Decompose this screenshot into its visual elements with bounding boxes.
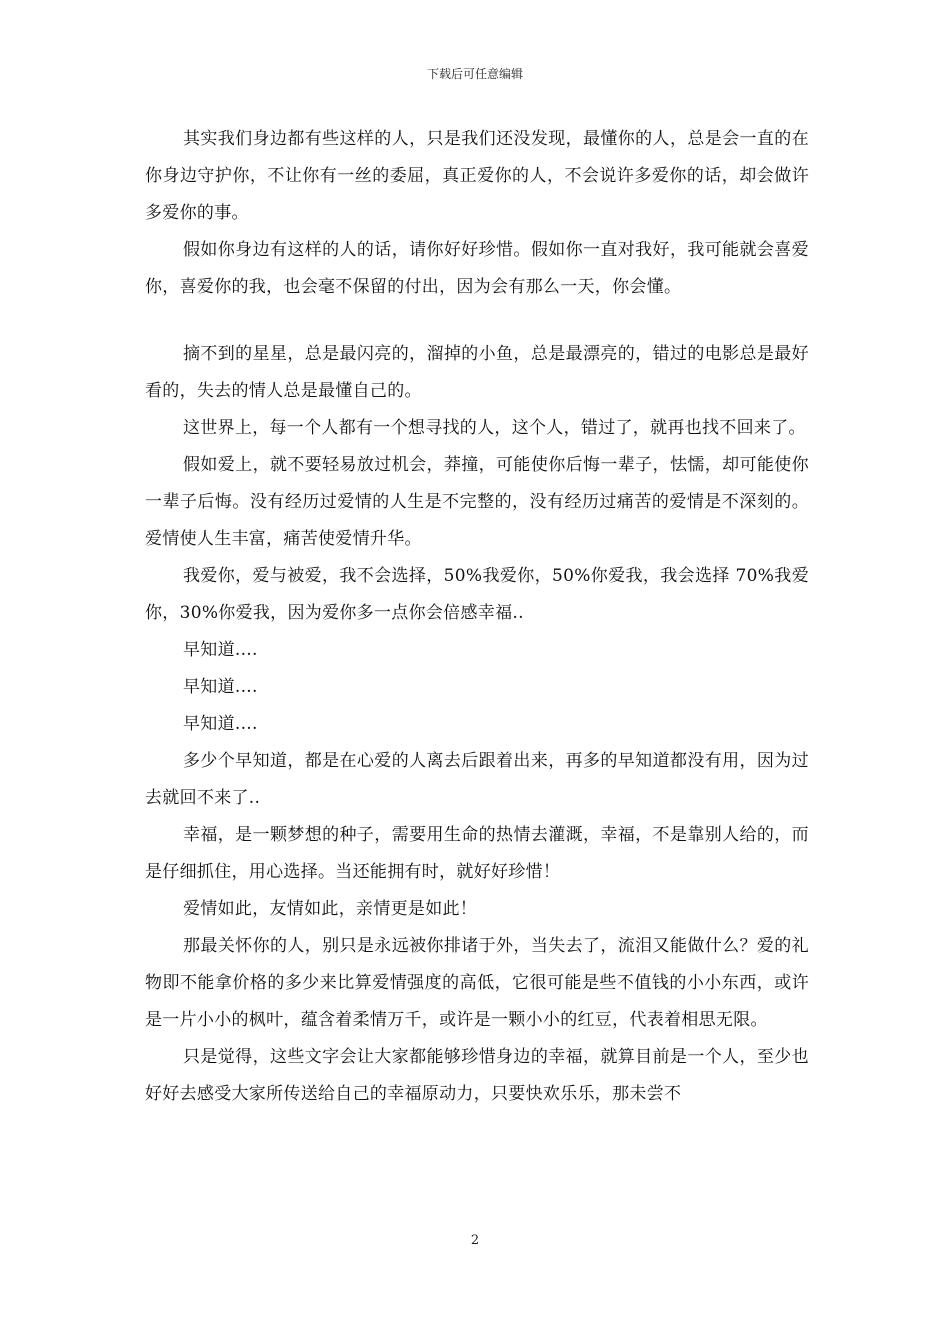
- paragraph: 那最关怀你的人，别只是永远被你排诸于外，当失去了，流泪又能做什么？爱的礼物即不能拿价格的多少来比算爱情强度的高低，它很可能是些不值钱的小小东西，或许是一片小小的枫叶，蕴含着柔情万千，或许是一颗小小的红豆，代表着相思无限。: [145, 936, 809, 1030]
- page-header: 下载后可任意编辑: [426, 67, 523, 81]
- paragraph: 这世界上，每一个人都有一个想寻找的人，这个人，错过了，就再也找不回来了。: [183, 418, 806, 438]
- paragraph: 多少个早知道，都是在心爱的人离去后跟着出来，再多的早知道都没有用，因为过去就回不来了..: [145, 751, 809, 808]
- document-body: [145, 121, 809, 1113]
- paragraph: 其实我们身边都有些这样的人，只是我们还没发现，最懂你的人，总是会一直的在你身边守护你，不让你有一丝的委屈，真正爱你的人，不会说许多爱你的话，却会做许多爱你的事。: [145, 129, 809, 223]
- paragraph: 摘不到的星星，总是最闪亮的，溜掉的小鱼，总是最漂亮的，错过的电影总是最好看的，失去的情人总是最懂自己的。: [145, 344, 809, 401]
- paragraph: 早知道....: [183, 714, 258, 734]
- paragraph: 假如爱上，就不要轻易放过机会，莽撞，可能使你后悔一辈子，怯懦，却可能使你一辈子后悔。没有经历过爱情的人生是不完整的，没有经历过痛苦的爱情是不深刻的。爱情使人生丰富，痛苦使爱情升华。: [145, 455, 809, 549]
- page-number: 2: [470, 1233, 480, 1248]
- paragraph: 我爱你，爱与被爱，我不会选择，50%我爱你，50%你爱我，我会选择 70%我爱你，30%你爱我，因为爱你多一点你会倍感幸福..: [145, 566, 809, 623]
- paragraph: 早知道....: [183, 640, 258, 660]
- paragraph: 假如你身边有这样的人的话，请你好好珍惜。假如你一直对我好，我可能就会喜爱你，喜爱你的我，也会毫不保留的付出，因为会有那么一天，你会懂。: [145, 240, 809, 297]
- paragraph-gap: [145, 306, 809, 336]
- paragraph: 幸福，是一颗梦想的种子，需要用生命的热情去灌溉，幸福，不是靠别人给的，而是仔细抓住，用心选择。当还能拥有时，就好好珍惜！: [145, 825, 809, 882]
- paragraph: 早知道....: [183, 677, 258, 697]
- paragraph: 只是觉得，这些文字会让大家都能够珍惜身边的幸福，就算目前是一个人，至少也好好去感受大家所传送给自己的幸福原动力，只要快欢乐乐，那未尝不: [145, 1047, 809, 1104]
- paragraph: 爱情如此，友情如此，亲情更是如此！: [183, 899, 478, 919]
